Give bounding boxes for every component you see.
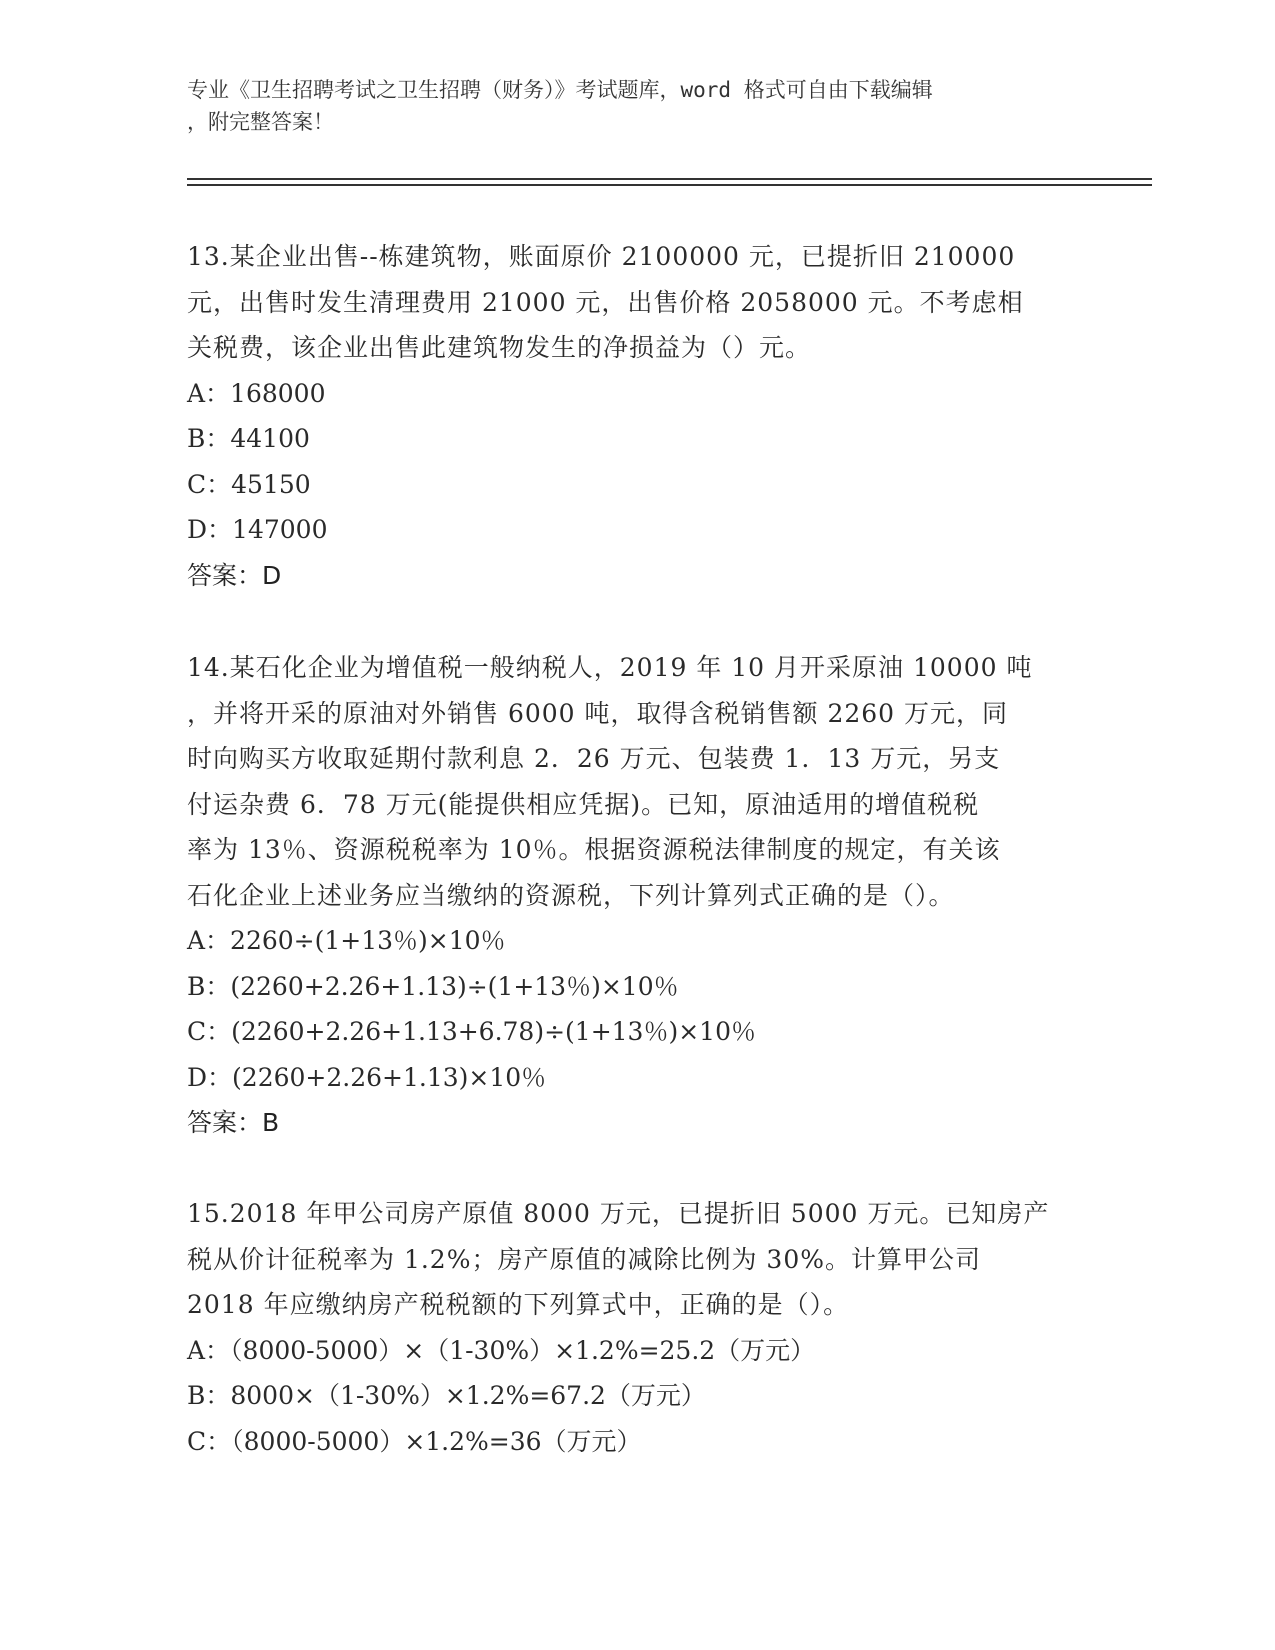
question-stem-line: 13.某企业出售--栋建筑物，账面原价 2100000 元，已提折旧 210000 [187, 242, 1016, 271]
question-stem-line: 2018 年应缴纳房产税税额的下列算式中，正确的是（）。 [187, 1290, 850, 1319]
header-divider-bottom [187, 184, 1152, 186]
question-stem-line: 元，出售时发生清理费用 21000 元，出售价格 2058000 元。不考虑相 [187, 287, 1024, 317]
option-b: B：44100 [187, 424, 310, 453]
question-stem-line: 15.2018 年甲公司房产原值 8000 万元，已提折旧 5000 万元。已知房产 [187, 1199, 1050, 1228]
option-a: A：2260÷(1+13％)×10％ [187, 926, 506, 955]
answer: 答案：B [187, 1108, 280, 1137]
option-d: D：147000 [187, 515, 328, 544]
question-14 [187, 645, 1087, 1146]
option-a: A：（8000-5000）×（1-30%）×1.2%=25.2（万元） [187, 1335, 816, 1365]
option-c: C：（8000-5000）×1.2%=36（万元） [187, 1426, 642, 1456]
question-stem-line: 14.某石化企业为增值税一般纳税人，2019 年 10 月开采原油 10000 吨 [187, 653, 1033, 682]
header-line-1: 专业《卫生招聘考试之卫生招聘（财务）》考试题库，word 格式可自由下载编辑 [187, 78, 933, 102]
option-d: D：(2260+2.26+1.13)×10％ [187, 1062, 547, 1092]
option-c: C：(2260+2.26+1.13+6.78)÷(1+13％)×10％ [187, 1017, 756, 1046]
question-13 [187, 234, 1087, 599]
question-stem-line: ，并将开采的原油对外销售 6000 吨，取得含税销售额 2260 万元，同 [187, 698, 1009, 728]
question-stem-line: 付运杂费 6．78 万元(能提供相应凭据)。已知，原油适用的增值税税 [187, 789, 980, 819]
option-b: B：8000×（1-30%）×1.2%=67.2（万元） [187, 1381, 706, 1410]
question-stem-line: 石化企业上述业务应当缴纳的资源税，下列计算列式正确的是（）。 [187, 880, 955, 910]
answer: 答案：D [187, 560, 282, 590]
question-stem-line: 时向购买方收取延期付款利息 2．26 万元、包装费 1．13 万元，另支 [187, 744, 1001, 773]
header-divider-top [187, 178, 1152, 180]
question-15 [187, 1191, 1087, 1464]
question-stem-line: 税从价计征税率为 1.2%；房产原值的减除比例为 30%。计算甲公司 [187, 1244, 981, 1274]
option-c: C：45150 [187, 469, 311, 499]
header-line-2: ，附完整答案！ [187, 110, 334, 134]
option-a: A：168000 [187, 378, 326, 408]
document-header [187, 74, 1067, 138]
option-b: B：(2260+2.26+1.13)÷(1+13％)×10％ [187, 971, 679, 1001]
question-stem-line: 关税费，该企业出售此建筑物发生的净损益为（）元。 [187, 333, 812, 362]
question-stem-line: 率为 13％、资源税税率为 10％。根据资源税法律制度的规定，有关该 [187, 835, 1001, 864]
